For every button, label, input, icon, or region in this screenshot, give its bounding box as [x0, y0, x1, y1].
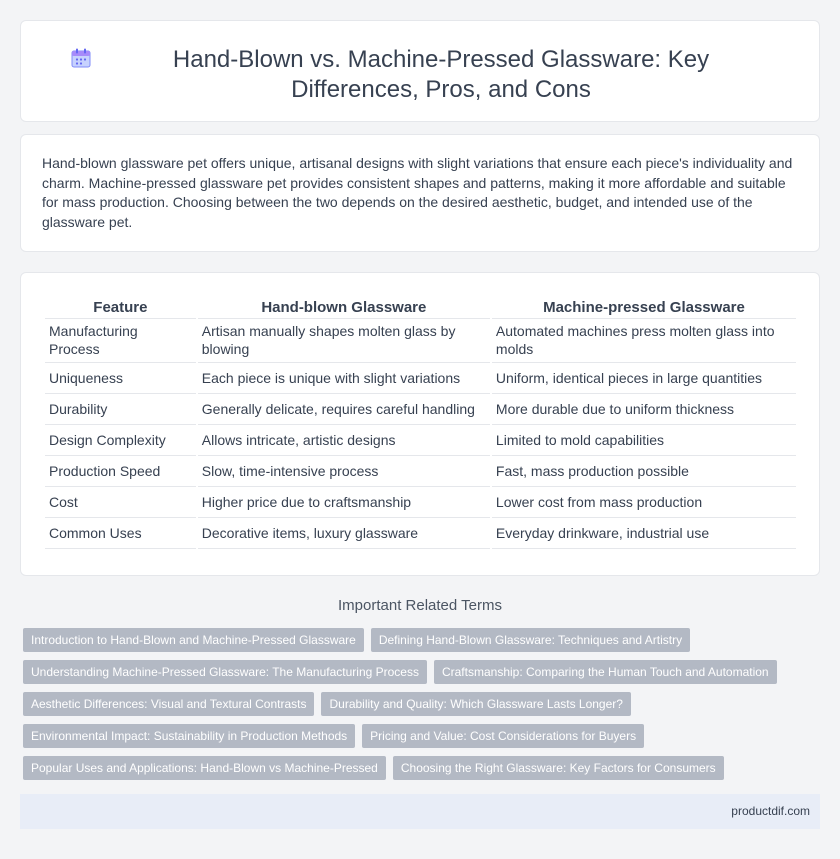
table-cell: Generally delicate, requires careful handling: [198, 394, 490, 425]
column-header-machine-pressed: Machine-pressed Glassware: [492, 297, 796, 319]
related-terms-heading: Important Related Terms: [338, 597, 502, 614]
table-cell: Design Complexity: [45, 425, 196, 456]
related-term-tag[interactable]: Aesthetic Differences: Visual and Textural Contrasts: [23, 692, 314, 716]
table-cell: Artisan manually shapes molten glass by blowing: [198, 319, 490, 363]
table-row: [45, 456, 796, 487]
table-cell: Common Uses: [45, 518, 196, 549]
column-header-feature: Feature: [45, 297, 196, 319]
table-row: [45, 487, 796, 518]
table-cell: Cost: [45, 487, 196, 518]
intro-paragraph: Hand-blown glassware pet offers unique, artisanal designs with slight variations that ensure each piece's individuality and charm. Machine-pressed glassware pet provides consistent shapes and patterns, making it more affordable and suitable for mass production. Choosing between the two depends on the desired aesthetic, budget, and intended use of the glassware pet.: [42, 155, 793, 230]
table-cell: Decorative items, luxury glassware: [198, 518, 490, 549]
comparison-card: [20, 272, 820, 576]
footer: [20, 794, 820, 829]
related-term-tag[interactable]: Pricing and Value: Cost Considerations for Buyers: [362, 724, 644, 748]
related-term-tag[interactable]: Introduction to Hand-Blown and Machine-Pressed Glassware: [23, 628, 364, 652]
intro-card: [20, 134, 820, 252]
title-card: [20, 20, 820, 122]
related-term-tag[interactable]: Durability and Quality: Which Glassware Lasts Longer?: [321, 692, 630, 716]
table-header-row: [45, 297, 796, 319]
table-row: [45, 363, 796, 394]
related-term-tag[interactable]: Craftsmanship: Comparing the Human Touch and Automation: [434, 660, 777, 684]
table-cell: Production Speed: [45, 456, 196, 487]
related-term-tag[interactable]: Choosing the Right Glassware: Key Factors for Consumers: [393, 756, 724, 780]
related-term-tag[interactable]: Understanding Machine-Pressed Glassware: The Manufacturing Process: [23, 660, 427, 684]
table-cell: Fast, mass production possible: [492, 456, 796, 487]
table-row: [45, 518, 796, 549]
table-cell: Uniform, identical pieces in large quantities: [492, 363, 796, 394]
table-row: [45, 425, 796, 456]
related-term-tag[interactable]: Defining Hand-Blown Glassware: Techniques and Artistry: [371, 628, 690, 652]
table-row: [45, 319, 796, 363]
table-cell: Each piece is unique with slight variations: [198, 363, 490, 394]
page-title-text: Hand-Blown vs. Machine-Pressed Glassware: Key Differences, Pros, and Cons: [172, 46, 710, 103]
related-terms-list: [23, 628, 793, 788]
table-cell: Everyday drinkware, industrial use: [492, 518, 796, 549]
related-term-tag[interactable]: Popular Uses and Applications: Hand-Blown vs Machine-Pressed: [23, 756, 386, 780]
table-row: [45, 394, 796, 425]
table-cell: Lower cost from mass production: [492, 487, 796, 518]
table-cell: Limited to mold capabilities: [492, 425, 796, 456]
table-cell: Manufacturing Process: [45, 319, 196, 363]
column-header-hand-blown: Hand-blown Glassware: [198, 297, 490, 319]
table-cell: Higher price due to craftsmanship: [198, 487, 490, 518]
table-cell: Slow, time-intensive process: [198, 456, 490, 487]
table-cell: More durable due to uniform thickness: [492, 394, 796, 425]
page-title: [21, 45, 819, 105]
footer-site-link[interactable]: productdif.com: [731, 804, 810, 818]
calendar-icon: [69, 46, 93, 70]
related-term-tag[interactable]: Environmental Impact: Sustainability in Production Methods: [23, 724, 355, 748]
table-cell: Durability: [45, 394, 196, 425]
comparison-table: [43, 297, 798, 549]
table-cell: Uniqueness: [45, 363, 196, 394]
table-cell: Automated machines press molten glass into molds: [492, 319, 796, 363]
table-cell: Allows intricate, artistic designs: [198, 425, 490, 456]
